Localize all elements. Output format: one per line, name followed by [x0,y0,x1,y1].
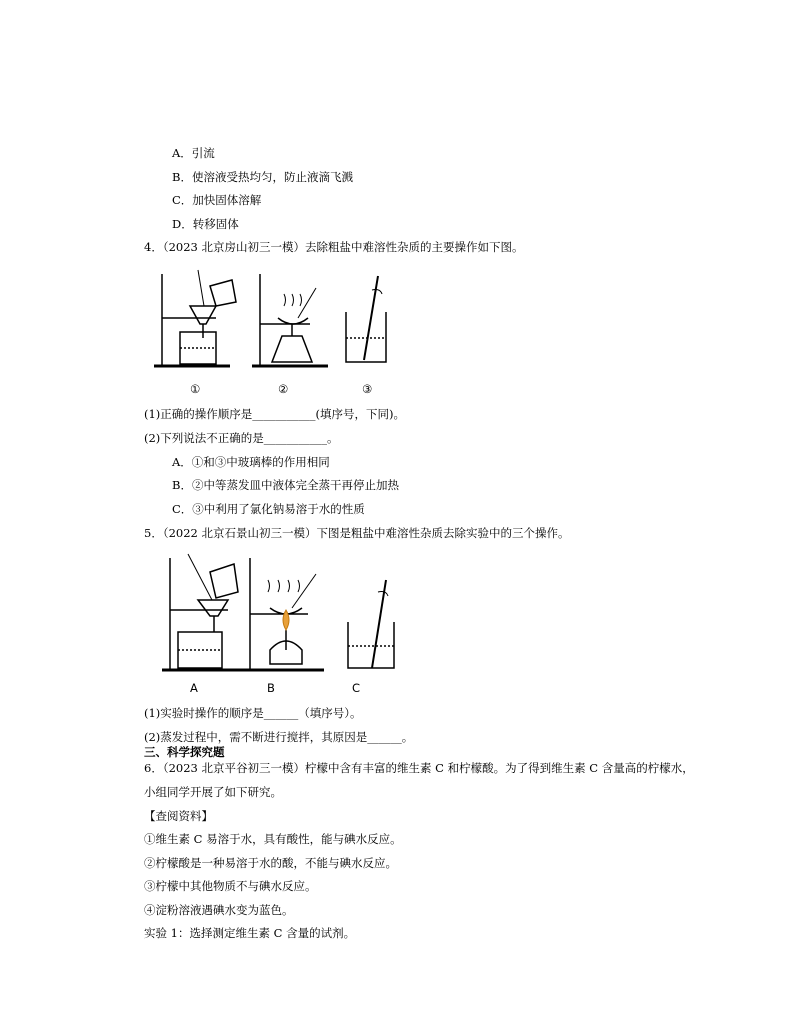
question-6-stem-line2: 小组同学开展了如下研究。 [144,785,282,799]
fact-2: ②柠檬酸是一种易溶于水的酸，不能与碘水反应。 [144,856,397,870]
q5-label-c: C [352,681,361,695]
option-d: D．转移固体 [172,217,239,231]
q5-apparatus-drawing [158,552,398,676]
fact-4: ④淀粉溶液遇碘水变为蓝色。 [144,903,294,917]
q5-label-b: B [267,681,275,695]
q4-label-1: ① [190,382,201,396]
q4-option-b: B．②中等蒸发皿中液体完全蒸干再停止加热 [172,478,399,492]
question-5-sub2: (2)蒸发过程中，需不断进行搅拌，其原因是______。 [144,730,414,744]
option-a: A．引流 [172,146,215,160]
question-6-stem-line1: 6．（2023 北京平谷初三一模）柠檬中含有丰富的维生素 C 和柠檬酸。为了得到维生素 C 含量高的柠檬水， [144,761,694,775]
q5-figure [158,552,398,676]
fact-3: ③柠檬中其他物质不与碘水反应。 [144,879,317,893]
question-4-sub1: (1)正确的操作顺序是___________(填序号，下同)。 [144,407,406,421]
q4-figure [150,266,390,378]
question-4-stem: 4．（2023 北京房山初三一模）去除粗盐中难溶性杂质的主要操作如下图。 [144,240,524,254]
section-heading: 三、科学探究题 [144,745,225,759]
question-5-sub1: (1)实验时操作的顺序是______（填序号）。 [144,706,362,720]
option-c: C．加快固体溶解 [172,193,262,207]
q4-option-a: A．①和③中玻璃棒的作用相同 [172,455,330,469]
question-5-stem: 5．（2022 北京石景山初三一模）下图是粗盐中难溶性杂质去除实验中的三个操作。 [144,526,570,540]
experiment-1: 实验 1：选择测定维生素 C 含量的试剂。 [144,926,356,940]
question-4-sub2: (2)下列说法不正确的是___________。 [144,431,339,445]
q4-label-2: ② [278,382,289,396]
q4-option-c: C．③中利用了氯化钠易溶于水的性质 [172,502,365,516]
q5-label-a: A [190,681,198,695]
reference-heading: 【查阅资料】 [144,809,213,823]
q4-apparatus-drawing [150,266,390,378]
fact-1: ①维生素 C 易溶于水，具有酸性，能与碘水反应。 [144,832,402,846]
q4-label-3: ③ [362,382,373,396]
option-b: B．使溶液受热均匀，防止液滴飞溅 [172,170,353,184]
